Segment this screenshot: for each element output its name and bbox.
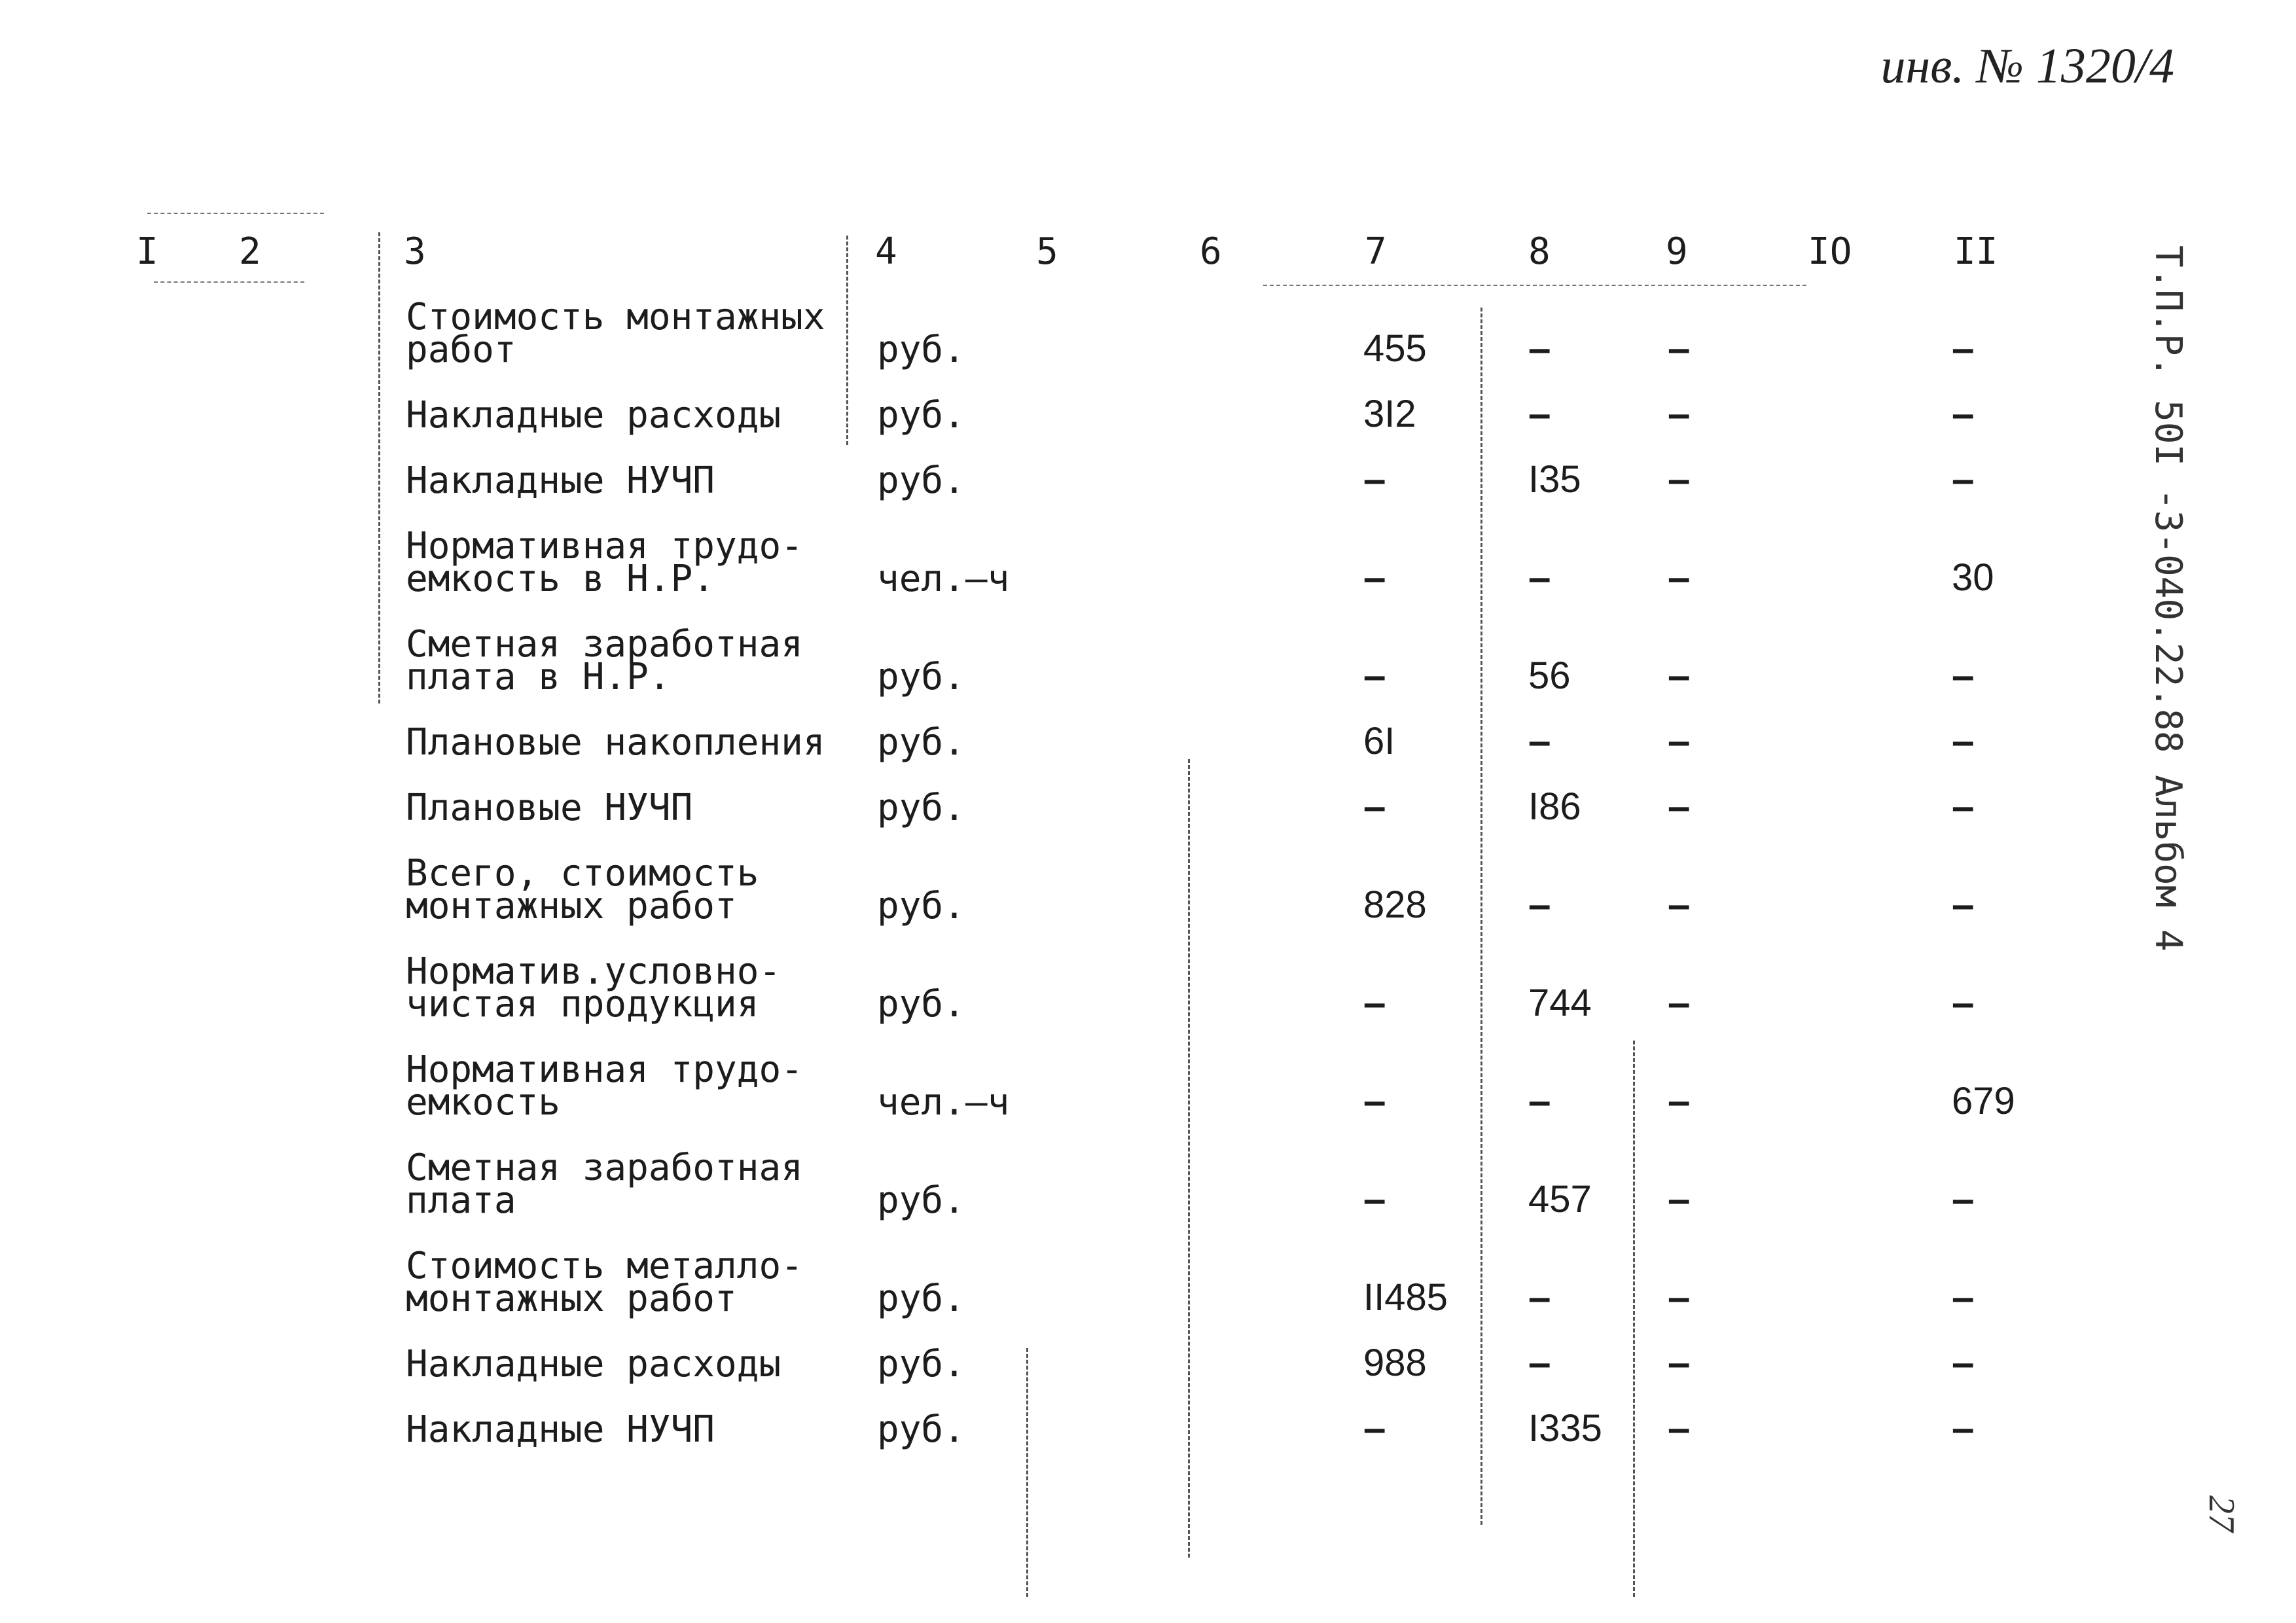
header-rule-left <box>154 281 304 283</box>
row-value-c7: 455 <box>1363 327 1427 370</box>
row-label-line: емкость в Н.Р. <box>406 558 715 600</box>
row-unit: руб. <box>877 721 965 764</box>
row-value-c9: – <box>1668 980 1691 1026</box>
row-value-c8: 56 <box>1528 654 1571 697</box>
row-label-line: монтажных работ <box>406 1277 737 1320</box>
row-label-line: плата <box>406 1179 516 1222</box>
row-label-line: работ <box>406 329 516 371</box>
column-header-3: 3 <box>404 230 426 273</box>
column-header-4: 4 <box>875 230 897 273</box>
row-value-c11: – <box>1952 980 1975 1026</box>
row-unit: чел.–ч <box>877 1081 1010 1124</box>
row-unit: руб. <box>877 1408 965 1451</box>
row-value-c7: 828 <box>1363 883 1427 926</box>
row-unit: руб. <box>877 1179 965 1222</box>
column-rule-9 <box>1633 1041 1635 1597</box>
page-number: 27 <box>2201 1495 2242 1532</box>
row-value-c8: I86 <box>1528 785 1581 828</box>
row-value-c8: 457 <box>1528 1178 1592 1221</box>
row-label-line: Всего, стоимость <box>406 852 759 895</box>
row-label-line: чистая продукция <box>406 983 759 1026</box>
row-value-c8: – <box>1528 882 1551 927</box>
column-header-9: 9 <box>1666 230 1688 273</box>
row-value-c8: – <box>1528 1275 1551 1320</box>
row-value-c8: – <box>1528 1340 1551 1385</box>
row-value-c7: 6I <box>1363 720 1395 762</box>
row-value-c11: – <box>1952 784 1975 829</box>
row-value-c9: – <box>1668 1275 1691 1320</box>
row-value-c9: – <box>1668 457 1691 502</box>
row-value-c11: – <box>1952 719 1975 764</box>
row-value-c9: – <box>1668 555 1691 600</box>
row-unit: руб. <box>877 983 965 1026</box>
row-value-c7: – <box>1363 457 1386 502</box>
row-value-c11: – <box>1952 391 1975 437</box>
column-header-10: IO <box>1808 230 1852 273</box>
row-unit: руб. <box>877 1343 965 1385</box>
row-label-line: Нормативная трудо- <box>406 1048 803 1091</box>
row-value-c7: II485 <box>1363 1276 1448 1319</box>
row-value-c8: – <box>1528 1079 1551 1124</box>
row-unit: руб. <box>877 394 965 437</box>
top-rule <box>147 213 324 214</box>
column-header-1: I <box>136 230 158 273</box>
row-value-c9: – <box>1668 719 1691 764</box>
row-value-c11: – <box>1952 1275 1975 1320</box>
row-value-c11: – <box>1952 1340 1975 1385</box>
row-value-c8: I335 <box>1528 1407 1602 1450</box>
column-header-2: 2 <box>239 230 261 273</box>
row-value-c7: – <box>1363 1079 1386 1124</box>
row-unit: руб. <box>877 656 965 698</box>
column-rule-8 <box>1480 308 1482 1525</box>
row-value-c9: – <box>1668 784 1691 829</box>
column-header-8: 8 <box>1528 230 1551 273</box>
row-label-line: Плановые накопления <box>406 721 825 764</box>
row-value-c7: – <box>1363 653 1386 698</box>
row-label-line: Накладные НУЧП <box>406 1408 715 1451</box>
column-rule-3 <box>378 232 380 704</box>
row-value-c9: – <box>1668 1079 1691 1124</box>
row-value-c9: – <box>1668 391 1691 437</box>
row-label-line: Нормативная трудо- <box>406 525 803 567</box>
row-unit: руб. <box>877 1277 965 1320</box>
row-unit: чел.–ч <box>877 558 1010 600</box>
row-value-c8: – <box>1528 719 1551 764</box>
row-value-c9: – <box>1668 882 1691 927</box>
row-label-line: Накладные расходы <box>406 1343 781 1385</box>
row-value-c11: – <box>1952 457 1975 502</box>
row-label-line: монтажных работ <box>406 885 737 927</box>
row-value-c7: – <box>1363 555 1386 600</box>
row-value-c9: – <box>1668 326 1691 371</box>
row-value-c11: – <box>1952 882 1975 927</box>
row-label-line: емкость <box>406 1081 561 1124</box>
row-value-c11: 30 <box>1952 556 1994 599</box>
row-label-line: Стоимость металло- <box>406 1245 803 1287</box>
side-stamp: Т.П.Р. 50I -3-040.22.88 Альбом 4 <box>2147 245 2189 952</box>
row-value-c7: – <box>1363 784 1386 829</box>
row-value-c9: – <box>1668 653 1691 698</box>
row-value-c11: 679 <box>1952 1080 2015 1122</box>
column-header-7: 7 <box>1365 230 1387 273</box>
row-value-c8: – <box>1528 555 1551 600</box>
column-rule-4 <box>846 236 848 445</box>
row-label-line: плата в Н.Р. <box>406 656 671 698</box>
row-label-line: Сметная заработная <box>406 1147 803 1189</box>
row-value-c11: – <box>1952 1406 1975 1451</box>
row-unit: руб. <box>877 885 965 927</box>
column-rule-6 <box>1188 759 1190 1558</box>
row-value-c11: – <box>1952 326 1975 371</box>
column-header-6: 6 <box>1200 230 1222 273</box>
column-rule-5 <box>1026 1348 1028 1597</box>
row-label-line: Сметная заработная <box>406 623 803 666</box>
row-value-c11: – <box>1952 653 1975 698</box>
row-unit: руб. <box>877 787 965 829</box>
row-label-line: Норматив.условно- <box>406 950 781 993</box>
row-value-c11: – <box>1952 1177 1975 1222</box>
row-label-line: Накладные НУЧП <box>406 459 715 502</box>
column-header-5: 5 <box>1036 230 1058 273</box>
column-header-11: II <box>1954 230 1998 273</box>
row-value-c8: – <box>1528 326 1551 371</box>
row-label-line: Плановые НУЧП <box>406 787 693 829</box>
row-value-c7: – <box>1363 1177 1386 1222</box>
row-value-c8: 744 <box>1528 982 1592 1024</box>
row-value-c8: – <box>1528 391 1551 437</box>
row-value-c7: – <box>1363 1406 1386 1451</box>
row-value-c8: I35 <box>1528 458 1581 501</box>
inventory-note: инв. № 1320/4 <box>1880 39 2174 94</box>
row-value-c9: – <box>1668 1340 1691 1385</box>
row-unit: руб. <box>877 329 965 371</box>
row-label-line: Стоимость монтажных <box>406 296 825 338</box>
row-unit: руб. <box>877 459 965 502</box>
row-label-line: Накладные расходы <box>406 394 781 437</box>
row-value-c7: 988 <box>1363 1342 1427 1384</box>
header-rule-right <box>1263 285 1806 286</box>
row-value-c7: – <box>1363 980 1386 1026</box>
row-value-c7: 3I2 <box>1363 393 1416 435</box>
row-value-c9: – <box>1668 1177 1691 1222</box>
row-value-c9: – <box>1668 1406 1691 1451</box>
